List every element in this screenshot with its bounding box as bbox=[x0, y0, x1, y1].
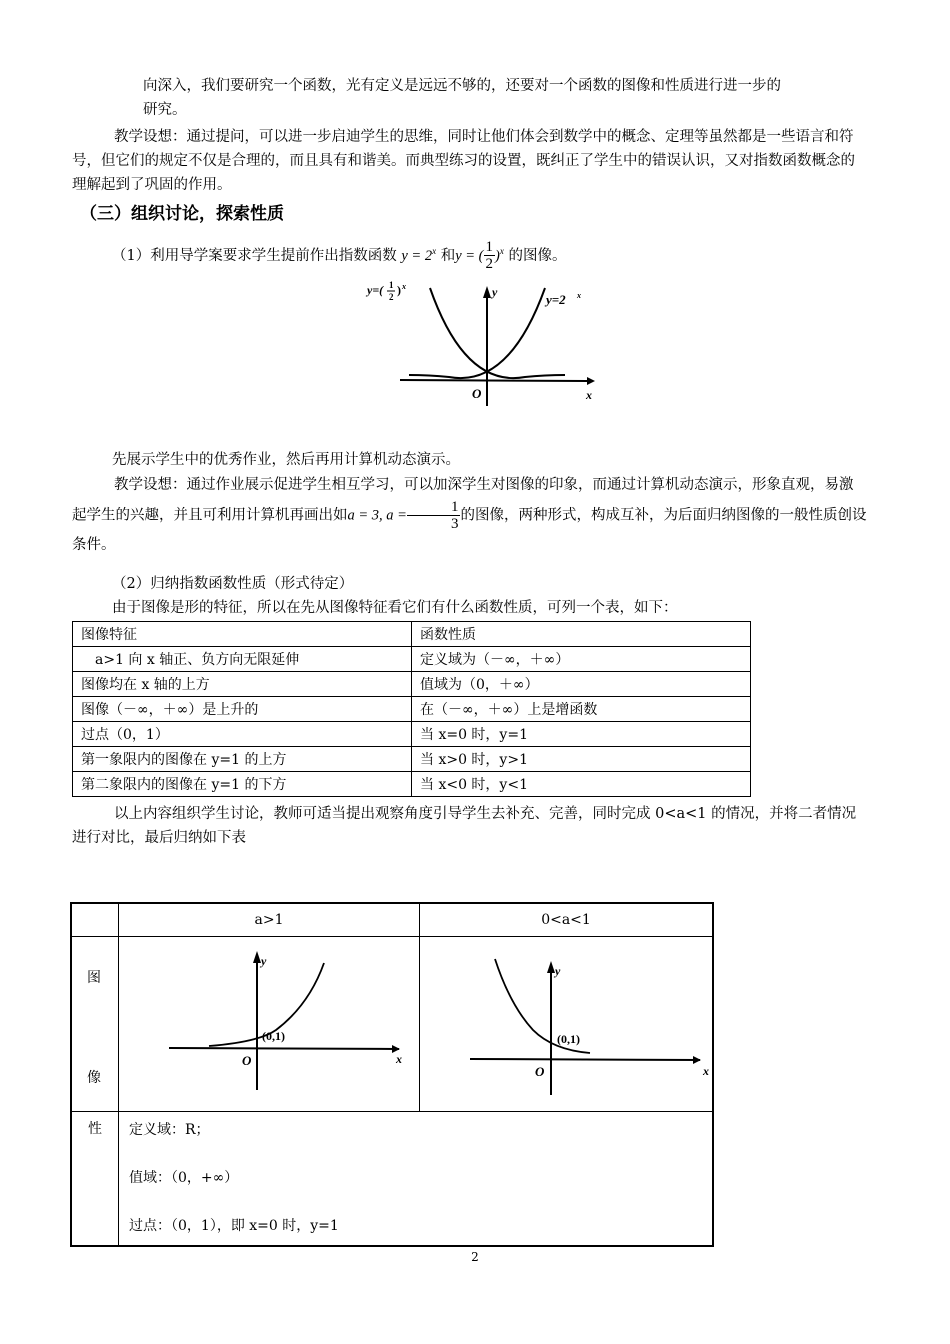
graph3-axis-x-label: x bbox=[703, 1064, 709, 1078]
graph2-x-axis bbox=[169, 1048, 399, 1049]
table-header-row bbox=[71, 903, 713, 937]
graph1-axis-x-label: x bbox=[586, 388, 592, 402]
comparison-table bbox=[70, 902, 714, 1247]
property-range: 值域：（0，+∞） bbox=[129, 1170, 239, 1186]
show-work-line: 先展示学生中的优秀作业，然后再用计算机动态演示。 bbox=[112, 452, 460, 468]
graph3-y-arrow bbox=[547, 961, 555, 973]
design2-math: a = 3, a = bbox=[347, 507, 407, 524]
table-cell: 定义域为（－∞，＋∞） bbox=[412, 647, 751, 672]
graph-increasing bbox=[164, 945, 414, 1095]
design2-text-1: 教学设想：通过作业展示促进学生相互学习，可以加深学生对图像的印象，而通过计算机动态演示，形象直观，易激起学生的兴趣，并且可利用计算机再画出如 bbox=[72, 477, 854, 524]
graph-row bbox=[71, 937, 713, 1112]
graph3-axis-y-label: y bbox=[555, 964, 561, 978]
step1-exp1: x bbox=[432, 246, 437, 256]
table-header-cell: 图像特征 bbox=[73, 622, 412, 647]
graph2-origin-label: O bbox=[242, 1053, 252, 1068]
step1-fraction: $\frac{1}{2}$ bbox=[485, 239, 493, 273]
graph2-axis-x-label: x bbox=[396, 1052, 402, 1066]
table-row bbox=[73, 722, 751, 747]
step1-eq2-lhs: y = ( bbox=[455, 247, 484, 264]
graph2-y-arrow bbox=[253, 951, 261, 963]
exponential-graph-both bbox=[365, 278, 600, 408]
section-title: （三）组织讨论，探索性质 bbox=[80, 204, 284, 224]
step1-prefix: （1）利用导学案要求学生提前作出指数函数 bbox=[112, 247, 397, 264]
step2-line: （2）归纳指数函数性质（形式待定） bbox=[112, 576, 354, 592]
table-header-cell: 函数性质 bbox=[412, 622, 751, 647]
table-header-row bbox=[73, 622, 751, 647]
table-intro-line: 由于图像是形的特征，所以在先从图像特征看它们有什么函数性质，可列一个表，如下： bbox=[112, 600, 678, 616]
graph3-origin-label: O bbox=[535, 1064, 545, 1079]
table-row bbox=[73, 647, 751, 672]
design2-fraction: $\frac{1}{3}$ bbox=[407, 499, 461, 532]
table-cell: 过点（0，1） bbox=[73, 722, 412, 747]
property-point: 过点：（0，1），即 x=0 时，y=1 bbox=[129, 1218, 339, 1234]
table-row bbox=[73, 747, 751, 772]
table-cell: 当 x<0 时，y<1 bbox=[412, 772, 751, 797]
row-label-graph-1: 图 bbox=[87, 970, 101, 986]
table-cell: 当 x>0 时，y>1 bbox=[412, 747, 751, 772]
graph1-label-right: y=2 bbox=[546, 292, 566, 307]
header-a-gt-1: a>1 bbox=[119, 903, 420, 937]
graph1-label-left-exp: x bbox=[402, 282, 406, 291]
table-cell: 第二象限内的图像在 y=1 的下方 bbox=[73, 772, 412, 797]
graph1-label-left: y=( bbox=[367, 283, 384, 297]
page-number: 2 bbox=[471, 1250, 479, 1264]
graph3-point-label: (0,1) bbox=[557, 1032, 580, 1046]
table-cell: a>1 向 x 轴正、负方向无限延伸 bbox=[73, 647, 412, 672]
step1-exp2: x bbox=[499, 246, 504, 256]
header-a-lt-1: 0<a<1 bbox=[420, 903, 714, 937]
step1-line bbox=[112, 236, 852, 272]
row-label-graph-2: 像 bbox=[87, 1070, 101, 1086]
properties-table bbox=[72, 621, 751, 797]
intro-line-1: 向深入，我们要研究一个函数，光有定义是远远不够的，还要对一个函数的图像和性质进行进一步的 bbox=[143, 78, 781, 94]
discussion-paragraph: 以上内容组织学生讨论，教师可适当提出观察角度引导学生去补充、完善，同时完成 0<a<1 的情况，并将二者情况进行对比，最后归纳如下表 bbox=[72, 806, 857, 846]
design-note-2 bbox=[72, 472, 867, 559]
graph1-label-left-num: 1 bbox=[389, 280, 394, 290]
graph1-label-left-den: 2 bbox=[389, 292, 394, 302]
step1-eq2-rhs: ) bbox=[495, 247, 500, 264]
table-row bbox=[73, 772, 751, 797]
table-row bbox=[73, 697, 751, 722]
table-cell: 图像均在 x 轴的上方 bbox=[73, 672, 412, 697]
property-domain: 定义域：R； bbox=[129, 1122, 210, 1138]
step1-eq1: y = 2 bbox=[401, 247, 433, 264]
graph1-x-axis bbox=[400, 380, 587, 381]
intro-line-2: 研究。 bbox=[143, 102, 187, 118]
table-cell: 当 x=0 时，y=1 bbox=[412, 722, 751, 747]
graph2-axis-y-label: y bbox=[261, 954, 267, 968]
graph1-origin-label: O bbox=[472, 386, 482, 401]
graph1-label-right-exp: x bbox=[577, 291, 581, 300]
graph3-x-arrow bbox=[693, 1056, 701, 1064]
table-cell: 值域为（0，＋∞） bbox=[412, 672, 751, 697]
graph1-x-arrow bbox=[587, 377, 595, 385]
graph-decreasing bbox=[465, 945, 725, 1095]
step1-mid: 和 bbox=[440, 247, 456, 264]
graph1-y-arrow bbox=[483, 286, 491, 298]
graph1-axis-y-label: y bbox=[492, 285, 498, 299]
step1-suffix: 的图像。 bbox=[508, 247, 567, 264]
table-cell: 图像（－∞，＋∞）是上升的 bbox=[73, 697, 412, 722]
graph1-label-left-post: ) bbox=[397, 283, 401, 297]
graph2-point-label: (0,1) bbox=[262, 1029, 285, 1043]
design-note-1: 教学设想：通过提问，可以进一步启迪学生的思维，同时让他们体会到数学中的概念、定理等虽然都是一些语言和符号，但它们的规定不仅是合理的，而且具有和谐美。而典型练习的设置，既纠正了学生中的错误认识，又对指数函数概念的理解起到了巩固的作用。 bbox=[72, 129, 855, 193]
table-row bbox=[73, 672, 751, 697]
row-label-property: 性 bbox=[71, 1112, 119, 1247]
property-row bbox=[71, 1112, 713, 1247]
table-cell: 第一象限内的图像在 y=1 的上方 bbox=[73, 747, 412, 772]
table-cell: 在（－∞，＋∞）上是增函数 bbox=[412, 697, 751, 722]
graph3-x-axis bbox=[470, 1059, 700, 1060]
design2-text-2: 的图像，两种形式，构成互补，为后面归纳图像的一般性质创设条件。 bbox=[72, 507, 867, 553]
